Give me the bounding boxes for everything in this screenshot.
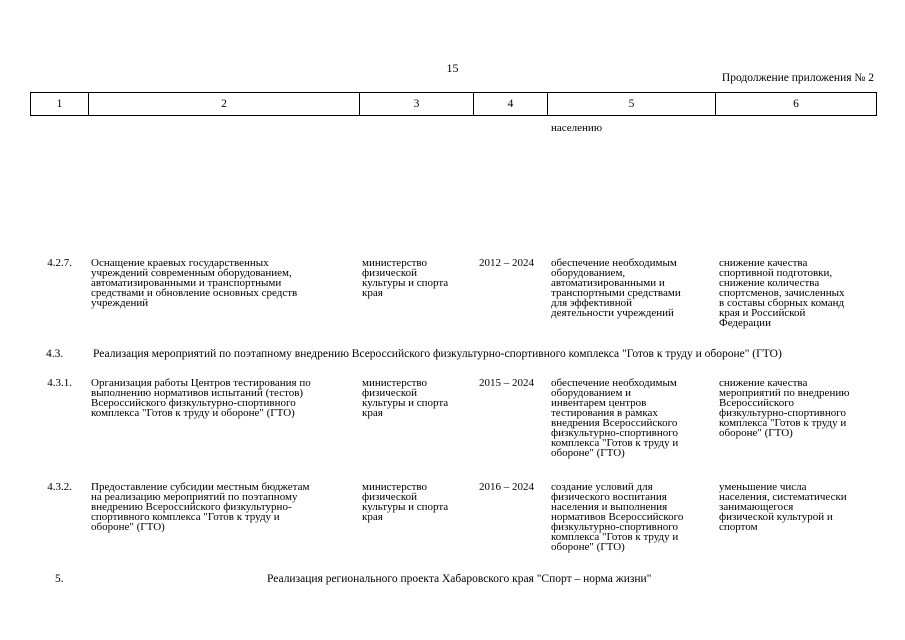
- section-number: 4.3.: [46, 348, 64, 360]
- row-number: 4.3.2.: [47, 481, 72, 493]
- executor: министерство физической культуры и спорта края: [362, 377, 449, 419]
- row-number: 4.3.1.: [47, 377, 72, 389]
- executor: министерство физической культуры и спорта края: [362, 257, 449, 299]
- expected-result: обеспечение необходимым оборудованием и инвентарем центров тестирования в рамках внедрения Всероссийского физкультурно-спортивного комплекса "Готов к труду и обороне" (ГТО): [551, 377, 679, 459]
- page-number: 15: [446, 61, 459, 75]
- column-header-row: [30, 92, 877, 116]
- activity-name: Организация работы Центров тестирования по выполнению нормативов испытаний (тестов) Всероссийского физкультурно-спортивного комплекса "Готов к труду и обороне" (ГТО): [91, 377, 311, 419]
- non-implementation-consequence: снижение качества спортивной подготовки, снижение количества спортсменов, зачисленных в составы сборных команд края и Российской Федерации: [719, 257, 845, 329]
- period: 2015 – 2024: [479, 377, 534, 389]
- expected-result: обеспечение необходимым оборудованием, автоматизированными и транспортными средствами для эффективной деятельности учреждений: [551, 257, 681, 319]
- row-number: 4.2.7.: [47, 257, 72, 269]
- column-header-1: 1: [31, 93, 89, 115]
- continuation-label: Продолжение приложения № 2: [721, 72, 874, 84]
- section-title: Реализация регионального проекта Хабаровского края "Спорт – норма жизни": [267, 573, 652, 585]
- column-header-2: 2: [89, 93, 360, 115]
- column-header-4: 4: [474, 93, 548, 115]
- carryover-text: населению: [551, 122, 603, 134]
- section-title: Реализация мероприятий по поэтапному внедрению Всероссийского физкультурно-спортивного комплекса "Готов к труду и обороне" (ГТО): [93, 348, 782, 360]
- period: 2016 – 2024: [479, 481, 534, 493]
- expected-result: создание условий для физического воспитания населения и выполнения нормативов Всероссийского физкультурно-спортивного комплекса "Готов к труду и обороне" (ГТО): [551, 481, 684, 553]
- column-header-5: 5: [548, 93, 716, 115]
- activity-name: Оснащение краевых государственных учреждений современным оборудованием, автоматизированными и транспортными средствами и обновление основных средств учреждений: [91, 257, 298, 309]
- executor: министерство физической культуры и спорта края: [362, 481, 449, 523]
- section-number: 5.: [55, 573, 64, 585]
- column-header-3: 3: [360, 93, 474, 115]
- non-implementation-consequence: снижение качества мероприятий по внедрению Всероссийского физкультурно-спортивного комплекса "Готов к труду и обороне" (ГТО): [719, 377, 850, 439]
- non-implementation-consequence: уменьшение числа населения, систематически занимающегося физической культурой и спортом: [719, 481, 847, 533]
- activity-name: Предоставление субсидии местным бюджетам на реализацию мероприятий по поэтапному внедрению Всероссийского физкультурно- спортивного комплекса "Готов к труду и обороне" (ГТО): [91, 481, 310, 533]
- column-header-6: 6: [793, 98, 799, 110]
- period: 2012 – 2024: [479, 257, 534, 269]
